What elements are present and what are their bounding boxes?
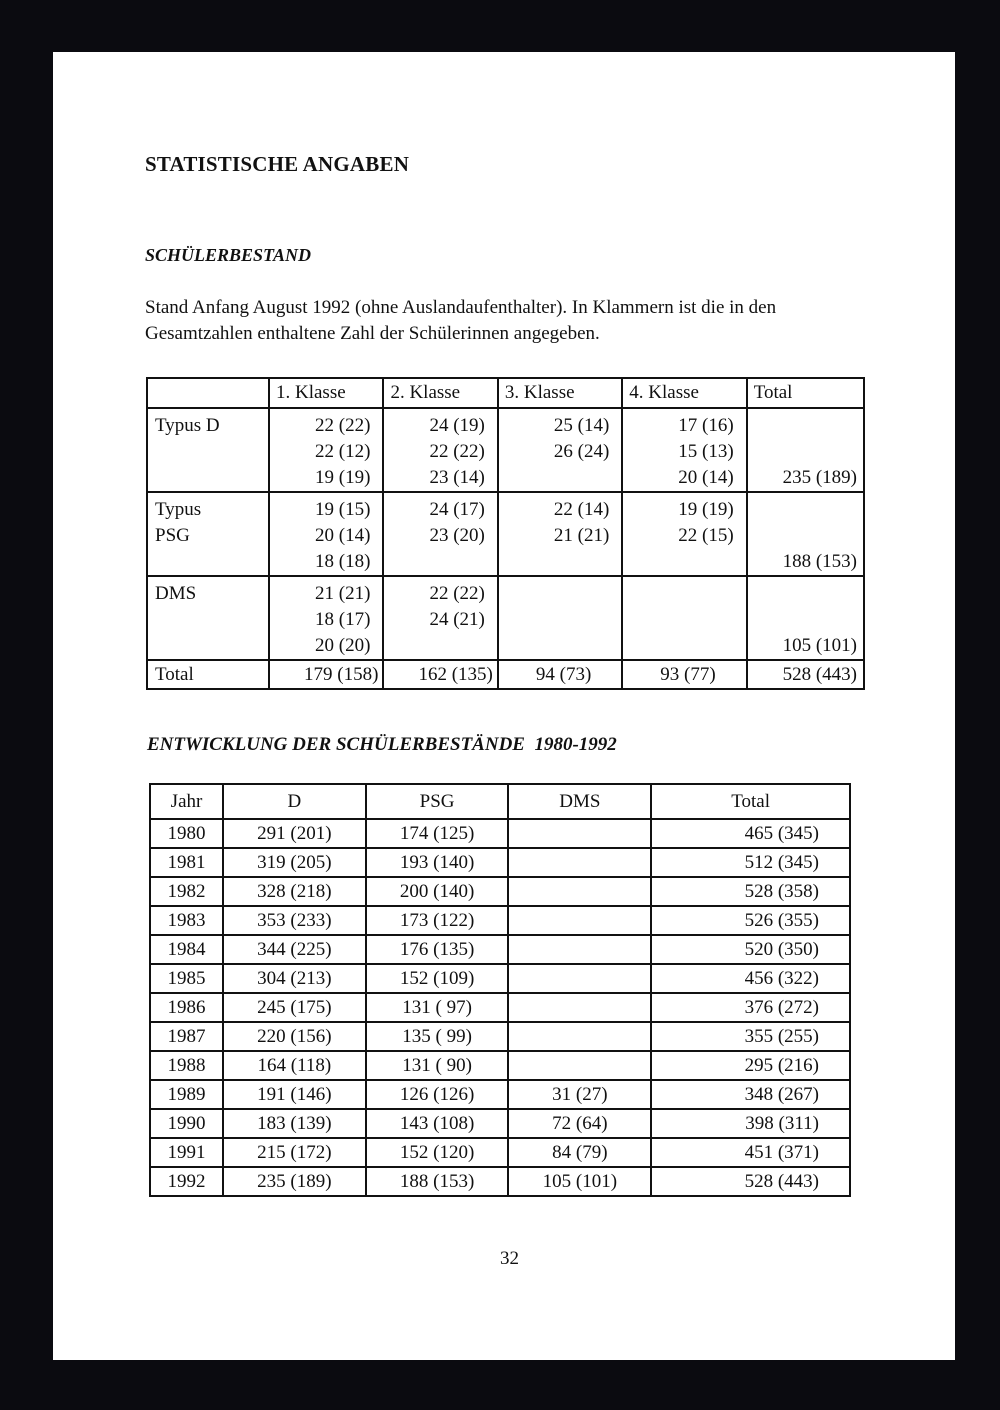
year-cell: 1984: [150, 935, 223, 964]
class-cell-k1: [269, 408, 383, 492]
class-cell-k4: [622, 408, 746, 492]
d-cell: 183 (139): [223, 1109, 366, 1138]
d-cell: 319 (205): [223, 848, 366, 877]
dms-cell: [508, 1022, 651, 1051]
group-total-cell: 235 (189): [747, 408, 864, 492]
psg-cell: 126 (126): [366, 1080, 509, 1109]
section-heading-entwicklung: ENTWICKLUNG DER SCHÜLERBESTÄNDE 1980-1992: [147, 734, 617, 755]
dms-cell: 84 (79): [508, 1138, 651, 1167]
dms-cell: [508, 964, 651, 993]
year-cell: 1983: [150, 906, 223, 935]
cell-value: 24 (19): [429, 415, 485, 436]
cell-value: 26 (24): [553, 441, 610, 462]
cell-value: [499, 633, 609, 659]
cell-value: [623, 549, 733, 575]
d-cell: 215 (172): [223, 1138, 366, 1167]
cell-value: [384, 549, 484, 575]
total-cell: 526 (355): [651, 906, 850, 935]
cell-value: 23 (20): [429, 525, 485, 546]
psg-cell: 193 (140): [366, 848, 509, 877]
cell-value: 22 (15): [678, 525, 734, 546]
cell-value: 19 (15): [315, 499, 371, 520]
d-cell: 235 (189): [223, 1167, 366, 1196]
dms-cell: 31 (27): [508, 1080, 651, 1109]
dms-cell: [508, 819, 651, 848]
d-cell: 245 (175): [223, 993, 366, 1022]
total-cell: 348 (267): [651, 1080, 850, 1109]
cell-value: 20 (20): [315, 635, 371, 656]
document-page: [53, 52, 955, 1360]
class-cell-k4: [622, 576, 746, 660]
d-cell: 304 (213): [223, 964, 366, 993]
cell-value: 24 (21): [429, 609, 485, 630]
psg-cell: 176 (135): [366, 935, 509, 964]
cell-value: 23 (14): [429, 467, 485, 488]
total-row: [147, 660, 864, 689]
year-cell: 1990: [150, 1109, 223, 1138]
d-cell: 353 (233): [223, 906, 366, 935]
total-cell: 162 (135): [383, 660, 497, 689]
table-row: [150, 906, 850, 935]
class-cell-k2: [383, 576, 497, 660]
dms-cell: [508, 1051, 651, 1080]
table-row: [150, 848, 850, 877]
cell-value: [384, 633, 484, 659]
table-row: [150, 993, 850, 1022]
row-label: [147, 492, 269, 576]
table-row: [150, 935, 850, 964]
group-total-cell: 188 (153): [747, 492, 864, 576]
cell-value: 19 (19): [678, 499, 734, 520]
cell-value: 22 (22): [429, 583, 485, 604]
psg-cell: 143 (108): [366, 1109, 509, 1138]
cell-value: 20 (14): [315, 525, 371, 546]
intro-paragraph: Stand Anfang August 1992 (ohne Auslandaufenthalter). In Klammern ist die in den Gesamtzahlen enthaltene Zahl der Schülerinnen angegeben.: [145, 297, 777, 344]
dms-cell: [508, 935, 651, 964]
row-label: [147, 576, 269, 660]
year-cell: 1988: [150, 1051, 223, 1080]
cell-value: 18 (17): [315, 609, 371, 630]
row-label-line: DMS: [155, 583, 197, 604]
row-label-line: Typus: [155, 499, 202, 520]
cell-value: [499, 581, 609, 607]
total-cell: 179 (158): [269, 660, 383, 689]
class-cell-k2: [383, 408, 497, 492]
cell-value: 18 (18): [315, 551, 371, 572]
total-cell: 456 (322): [651, 964, 850, 993]
class-cell-k1: [269, 576, 383, 660]
cell-value: [623, 581, 733, 607]
year-cell: 1981: [150, 848, 223, 877]
year-cell: 1986: [150, 993, 223, 1022]
total-cell: 295 (216): [651, 1051, 850, 1080]
group-total-cell: 105 (101): [747, 576, 864, 660]
table-row: [147, 576, 864, 660]
psg-cell: 174 (125): [366, 819, 509, 848]
header-cell: 2. Klasse: [383, 378, 497, 408]
year-cell: 1982: [150, 877, 223, 906]
header-cell: PSG: [366, 784, 509, 819]
cell-value: 15 (13): [678, 441, 734, 462]
total-cell: 520 (350): [651, 935, 850, 964]
table-row: [150, 1080, 850, 1109]
cell-value: [623, 607, 733, 633]
total-cell: 94 (73): [498, 660, 622, 689]
psg-cell: 152 (109): [366, 964, 509, 993]
psg-cell: 200 (140): [366, 877, 509, 906]
total-cell: 93 (77): [622, 660, 746, 689]
cell-value: [499, 607, 609, 633]
table-row: [150, 1051, 850, 1080]
psg-cell: 131 ( 90): [366, 1051, 509, 1080]
table-row: [150, 877, 850, 906]
class-cell-k4: [622, 492, 746, 576]
header-cell: D: [223, 784, 366, 819]
cell-value: 19 (19): [315, 467, 371, 488]
cell-value: 17 (16): [678, 415, 734, 436]
cell-value: 21 (21): [553, 525, 610, 546]
class-cell-k3: [498, 408, 622, 492]
cell-value: 20 (14): [678, 467, 734, 488]
cell-value: 22 (22): [429, 441, 485, 462]
section-heading-schuelerbestand: SCHÜLERBESTAND: [145, 245, 312, 265]
year-cell: 1992: [150, 1167, 223, 1196]
header-cell: DMS: [508, 784, 651, 819]
total-cell: 528 (443): [651, 1167, 850, 1196]
cell-value: 25 (14): [553, 415, 610, 436]
header-cell: Total: [651, 784, 850, 819]
class-cell-k2: [383, 492, 497, 576]
total-cell: 528 (358): [651, 877, 850, 906]
cell-value: 22 (14): [553, 499, 610, 520]
total-cell: 512 (345): [651, 848, 850, 877]
psg-cell: 152 (120): [366, 1138, 509, 1167]
total-cell: 355 (255): [651, 1022, 850, 1051]
year-cell: 1989: [150, 1080, 223, 1109]
table-row: [150, 1109, 850, 1138]
table-header-row: [150, 784, 850, 819]
table-header-row: [147, 378, 864, 408]
psg-cell: 188 (153): [366, 1167, 509, 1196]
d-cell: 291 (201): [223, 819, 366, 848]
psg-cell: 135 ( 99): [366, 1022, 509, 1051]
year-cell: 1985: [150, 964, 223, 993]
total-cell: 528 (443): [747, 660, 864, 689]
cell-value: [499, 549, 609, 575]
entwicklung-table: [149, 783, 851, 1197]
total-cell: 451 (371): [651, 1138, 850, 1167]
table-row: [150, 964, 850, 993]
dms-cell: [508, 848, 651, 877]
d-cell: 164 (118): [223, 1051, 366, 1080]
header-cell: 1. Klasse: [269, 378, 383, 408]
year-cell: 1980: [150, 819, 223, 848]
cell-value: 24 (17): [429, 499, 485, 520]
dms-cell: 72 (64): [508, 1109, 651, 1138]
header-cell: Total: [747, 378, 864, 408]
table-row: [150, 1138, 850, 1167]
row-label-line: PSG: [155, 525, 190, 546]
schuelerbestand-table: [146, 377, 865, 690]
d-cell: 344 (225): [223, 935, 366, 964]
class-cell-k1: [269, 492, 383, 576]
cell-value: [499, 465, 609, 491]
cell-value: 22 (22): [315, 415, 371, 436]
total-cell: 465 (345): [651, 819, 850, 848]
table-row: [147, 408, 864, 492]
page-title: STATISTISCHE ANGABEN: [145, 152, 410, 176]
dms-cell: [508, 906, 651, 935]
header-cell: 3. Klasse: [498, 378, 622, 408]
total-cell: 376 (272): [651, 993, 850, 1022]
dms-cell: [508, 993, 651, 1022]
row-label-line: Typus D: [155, 415, 220, 436]
cell-value: 22 (12): [315, 441, 371, 462]
cell-value: [623, 633, 733, 659]
psg-cell: 131 ( 97): [366, 993, 509, 1022]
row-label: Total: [147, 660, 269, 689]
header-cell: [147, 378, 269, 408]
psg-cell: 173 (122): [366, 906, 509, 935]
d-cell: 191 (146): [223, 1080, 366, 1109]
table-row: [150, 1022, 850, 1051]
table-row: [147, 492, 864, 576]
d-cell: 328 (218): [223, 877, 366, 906]
header-cell: 4. Klasse: [622, 378, 746, 408]
year-cell: 1991: [150, 1138, 223, 1167]
total-cell: 398 (311): [651, 1109, 850, 1138]
dms-cell: [508, 877, 651, 906]
year-cell: 1987: [150, 1022, 223, 1051]
table-row: [150, 1167, 850, 1196]
class-cell-k3: [498, 576, 622, 660]
d-cell: 220 (156): [223, 1022, 366, 1051]
row-label: [147, 408, 269, 492]
table-row: [150, 819, 850, 848]
cell-value: 21 (21): [315, 583, 371, 604]
header-cell: Jahr: [150, 784, 223, 819]
page-number: 32: [500, 1248, 519, 1269]
class-cell-k3: [498, 492, 622, 576]
dms-cell: 105 (101): [508, 1167, 651, 1196]
